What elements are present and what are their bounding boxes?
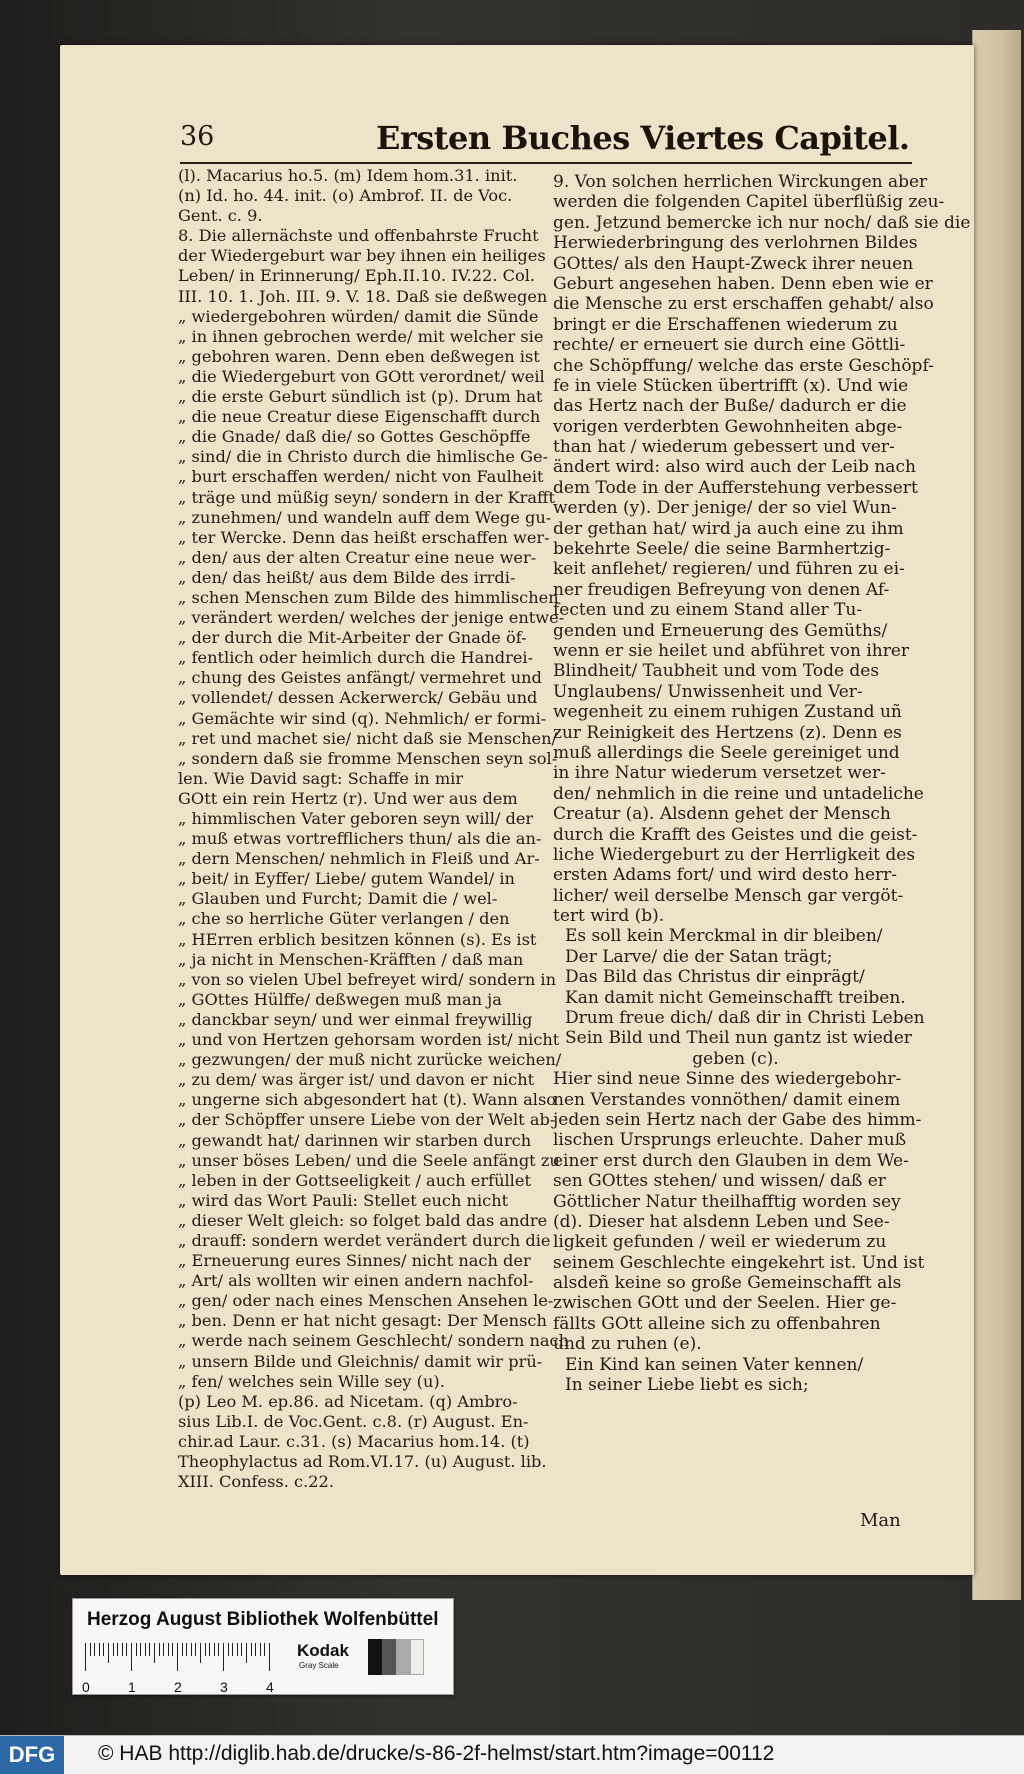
text-line: (p) Leo M. ep.86. ad Nicetam. (q) Ambro- [178,1391,518,1411]
text-line: Kan damit nicht Gemeinschafft treiben. [565,987,906,1008]
text-line: licher/ weil derselbe Mensch gar vergöt- [553,885,904,906]
text-line: wegenheit zu einem ruhigen Zustand uñ [553,702,902,723]
text-line: „ ter Wercke. Denn das heißt erschaffen wer- [178,527,550,547]
text-line: „ träge und müßig seyn/ sondern in der Krafft [178,487,555,507]
text-line: „ den/ das heißt/ aus dem Bilde des irrdi- [178,567,516,587]
text-line: Geburt angesehen haben. Denn eben wie er [553,273,933,294]
text-line: den/ nehmlich in die reine und untadeliche [553,783,924,804]
gray-scale-caption: Gray Scale [299,1661,339,1670]
page-header [180,115,920,165]
text-line: „ ja nicht in Menschen-Kräfften / daß man [178,949,524,969]
text-line: lischen Ursprungs erleuchte. Daher muß [553,1130,907,1151]
text-line: „ GOttes Hülffe/ deßwegen muß man ja [178,989,502,1009]
measure-ruler [82,1643,285,1695]
text-line: „ unsern Bilde und Gleichnis/ damit wir prü- [178,1351,543,1371]
ruler-tick [241,1643,242,1656]
text-line: dem Tode in der Aufferstehung verbessert [553,477,918,498]
text-line: geben (c). [692,1048,779,1069]
left-text-column [178,166,570,1492]
ruler-tick [126,1643,127,1656]
text-line: (n) Id. ho. 44. init. (o) Ambrof. II. de Voc. [178,186,513,206]
gray-swatch [396,1639,410,1675]
text-line: alsdeñ keine so große Gemeinschafft als [553,1273,902,1294]
text-line: rechte/ er erneuert sie durch eine Göttli- [553,335,906,356]
text-line: „ drauff: sondern werdet verändert durch die [178,1230,551,1250]
text-line: Gent. c. 9. [178,206,263,226]
text-line: fecten und zu einem Stand aller Tu- [553,600,863,621]
ruler-tick [264,1643,265,1656]
text-line: durch die Krafft des Geistes und die geist- [553,824,918,845]
ruler-tick [117,1643,118,1656]
text-line: „ ret und machet sie/ nicht daß sie Menschen/ [178,728,558,748]
ruler-tick [228,1643,229,1656]
ruler-tick [94,1643,95,1656]
text-line: Ein Kind kan seinen Vater kennen/ [565,1354,864,1375]
text-line: sius Lib.I. de Voc.Gent. c.8. (r) August. En- [178,1411,529,1431]
text-line: „ sondern daß sie fromme Menschen seyn sol- [178,748,558,768]
text-line: „ che so herrliche Güter verlangen / den [178,909,510,929]
text-line: che Schöpffung/ welche das erste Geschöpf- [553,355,934,376]
text-line: (d). Dieser hat alsdenn Leben und See- [553,1211,890,1232]
ruler-tick [214,1643,215,1656]
ruler-tick [177,1643,178,1671]
text-line: „ die Wiedergeburt von GOtt verordnet/ weil [178,366,545,386]
text-line: bekehrte Seele/ die seine Barmhertzig- [553,539,891,560]
ruler-number: 4 [266,1679,274,1695]
text-line: „ und von Hertzen gehorsam worden ist/ nicht [178,1030,560,1050]
text-line: genden und Erneuerung des Gemüths/ [553,620,888,641]
ruler-tick [269,1643,270,1671]
ruler-tick [159,1643,160,1656]
text-line: fe in viele Stücken übertrifft (x). Und wie [553,375,909,396]
text-line: „ fentlich oder heimlich durch die Handrei- [178,648,534,668]
text-line: „ der Schöpffer unsere Liebe von der Welt ab- [178,1110,556,1130]
text-line: seinem Geschlechte eingekehrt ist. Und ist [553,1252,925,1273]
text-line: Creatur (a). Alsdenn gehet der Mensch [553,804,891,825]
text-line: „ schen Menschen zum Bilde des himmlischen [178,587,559,607]
text-line: und zu ruhen (e). [553,1334,702,1355]
ruler-tick [145,1643,146,1656]
ruler-tick [195,1643,196,1656]
text-line: Es soll kein Merckmal in dir bleiben/ [565,926,883,947]
text-line: ersten Adams fort/ und wird desto herr- [553,865,898,886]
text-line: in ihre Natur wiederum versetzet wer- [553,763,886,784]
text-line: „ zu dem/ was ärger ist/ und davon er nicht [178,1070,535,1090]
text-line: III. 10. 1. Joh. III. 9. V. 18. Daß sie deßwegen [178,286,548,306]
gray-scale-swatches [368,1639,424,1675]
text-line: „ gewandt hat/ darinnen wir starben durch [178,1130,532,1150]
text-line: (l). Macarius ho.5. (m) Idem hom.31. init. [178,166,518,185]
ruler-number: 2 [174,1679,182,1695]
text-line: der Wiedergeburt war bey ihnen ein heiliges [178,246,546,266]
ruler-tick [99,1643,100,1656]
ruler-tick [172,1643,173,1656]
text-line: „ dieser Welt gleich: so folget bald das andre [178,1210,548,1230]
text-line: „ von so vielen Ubel befreyet wird/ sondern in [178,969,557,989]
text-line: „ werde nach seinem Geschlecht/ sondern nach [178,1331,570,1351]
text-line: nen Verstandes vonnöthen/ damit einem [553,1089,901,1110]
text-line: liche Wiedergeburt zu der Herrligkeit des [553,844,916,865]
text-line: vorigen verderbten Gewohnheiten abge- [553,416,903,437]
ruler-tick [200,1643,201,1663]
text-line: ner freudigen Befreyung von denen Af- [553,579,890,600]
footer-bar [0,1735,1024,1774]
text-line: einer erst durch den Glauben in dem We- [553,1150,909,1171]
text-line: werden (y). Der jenige/ der so viel Wun- [553,498,897,519]
text-line: GOttes/ als den Haupt-Zweck ihrer neuen [553,253,914,274]
text-line: Blindheit/ Taubheit und vom Tode des [553,661,880,682]
text-line: 9. Von solchen herrlichen Wirckungen aber [553,172,928,192]
text-line: „ den/ aus der alten Creatur eine neue wer- [178,547,537,567]
text-line: „ der durch die Mit-Arbeiter der Gnade öf- [178,628,527,648]
ruler-tick [223,1643,224,1671]
copyright-url[interactable]: © HAB http://diglib.hab.de/drucke/s-86-2f-helmst/start.htm?image=00112 [98,1742,775,1765]
ruler-tick [108,1643,109,1663]
catchword: Man [860,1510,901,1531]
kodak-logo: Kodak [297,1641,349,1660]
text-line: „ wiedergebohren würden/ damit die Sünde [178,306,539,326]
text-line: fällts GOtt alleine sich zu offenbahren [553,1313,881,1334]
text-line: chir.ad Laur. c.31. (s) Macarius hom.14. (t) [178,1431,530,1451]
text-line: „ danckbar seyn/ und wer einmal freywillig [178,1009,533,1029]
header-rule [180,162,912,164]
text-line: „ verändert werden/ welches der jenige entwe- [178,608,565,628]
ruler-tick [122,1643,123,1656]
text-line: Der Larve/ die der Satan trägt; [565,946,833,967]
ruler-tick [103,1643,104,1656]
ruler-tick [136,1643,137,1656]
text-line: „ wird das Wort Pauli: Stellet euch nicht [178,1190,509,1210]
ruler-tick [131,1643,132,1671]
text-line: „ chung des Geistes anfängt/ vermehret und [178,668,542,688]
next-page-edge [972,30,1021,1600]
text-line: bringt er die Erschaffenen wiederum zu [553,314,898,335]
ruler-tick [191,1643,192,1656]
text-line: „ Art/ als wollten wir einen andern nachfol- [178,1271,534,1291]
text-line: In seiner Liebe liebt es sich; [565,1375,809,1396]
text-line: werden die folgenden Capitel überflüßig zeu- [553,192,945,213]
text-line: „ Erneuerung eures Sinnes/ nicht nach der [178,1251,531,1271]
text-line: zwischen GOtt und der Seelen. Hier ge- [553,1293,897,1314]
ruler-tick [255,1643,256,1656]
ruler-tick [154,1643,155,1663]
ruler-tick [251,1643,252,1656]
text-line: „ vollendet/ dessen Ackerwerck/ Gebäu und [178,688,538,708]
text-line: Leben/ in Erinnerung/ Eph.II.10. IV.22. Col. [178,266,536,286]
text-line: „ gen/ oder nach eines Menschen Ansehen le- [178,1291,554,1311]
text-line: wenn er sie heilet und abführet von ihrer [553,640,910,661]
text-line: sen GOttes stehen/ und wissen/ daß er [553,1171,886,1192]
text-line: Herwiederbringung des verlohrnen Bildes [553,233,918,254]
text-line: keit anflehet/ regieren/ und führen zu ei- [553,559,905,580]
gray-swatch [382,1639,396,1675]
text-line: Das Bild das Christus dir einprägt/ [565,967,865,988]
library-label [72,1598,454,1695]
ruler-tick [90,1643,91,1656]
text-line: than hat / wiederum gebessert und ver- [553,437,895,458]
text-line: „ sind/ die in Christo durch die himlische Ge- [178,447,549,467]
text-line: „ ben. Denn er hat nicht gesagt: Der Mensch [178,1311,547,1331]
text-line: XIII. Confess. c.22. [178,1472,334,1492]
text-line: „ dern Menschen/ nehmlich in Fleiß und Ar- [178,849,540,869]
text-line: muß allerdings die Seele gereiniget und [553,742,900,763]
text-line: der gethan hat/ wird ja auch eine zu ihm [553,518,904,539]
text-line: „ zunehmen/ und wandeln auff dem Wege gu- [178,507,552,527]
text-line: „ gezwungen/ der muß nicht zurücke weichen/ [178,1050,562,1070]
text-line: „ leben in der Gottseeligkeit / auch erfüllet [178,1170,531,1190]
text-line: „ muß etwas vortrefflichers thun/ als die an- [178,829,542,849]
ruler-tick [209,1643,210,1656]
ruler-tick [140,1643,141,1656]
text-line: „ gebohren waren. Denn eben deßwegen ist [178,346,540,366]
ruler-number: 3 [220,1679,228,1695]
ruler-tick [260,1643,261,1656]
institution-name: Herzog August Bibliothek Wolfenbüttel [87,1609,439,1630]
text-line: 8. Die allernächste und offenbahrste Frucht [178,226,539,246]
ruler-tick [168,1643,169,1656]
ruler-tick [246,1643,247,1663]
ruler-tick [182,1643,183,1656]
text-line: ligkeit gefunden / weil er wiederum zu [553,1232,887,1253]
text-line: Hier sind neue Sinne des wiedergebohr- [553,1069,902,1090]
dfg-logo: DFG [0,1736,64,1774]
text-line: Drum freue dich/ daß dir in Christi Leben [565,1008,925,1029]
text-line: gen. Jetzund bemercke ich nur noch/ daß sie die [553,212,971,233]
text-line: GOtt ein rein Hertz (r). Und wer aus dem [178,788,518,808]
gray-swatch [410,1639,424,1675]
text-line: Unglaubens/ Unwissenheit und Ver- [553,681,863,702]
text-line: „ beit/ in Eyffer/ Liebe/ gutem Wandel/ in [178,869,515,889]
text-line: „ die neue Creatur diese Eigenschafft durch [178,407,541,427]
ruler-number: 1 [128,1679,136,1695]
text-line: „ in ihnen gebrochen werde/ mit welcher sie [178,326,544,346]
ruler-tick [113,1643,114,1656]
text-line: Sein Bild und Theil nun gantz ist wieder [565,1028,912,1049]
text-line: tert wird (b). [553,906,665,927]
text-line: „ die erste Geburt sündlich ist (p). Drum hat [178,387,543,407]
text-line: das Hertz nach der Buße/ dadurch er die [553,396,907,417]
ruler-tick [218,1643,219,1656]
ruler-tick [85,1643,86,1671]
text-line: jeden sein Hertz nach der Gabe des himm- [553,1109,922,1130]
text-line: „ die Gnade/ daß die/ so Gottes Geschöpffe [178,427,531,447]
text-line: Göttlicher Natur theilhafftig worden sey [553,1191,901,1212]
text-line: „ unser böses Leben/ und die Seele anfängt zu [178,1150,560,1170]
ruler-tick [149,1643,150,1656]
ruler-tick [205,1643,206,1656]
ruler-tick [232,1643,233,1656]
text-line: „ himmlischen Vater geboren seyn will/ der [178,809,534,828]
right-text-column [553,172,971,1396]
text-line: ändert wird: also wird auch der Leib nach [553,457,916,478]
text-line: „ fen/ welches sein Wille sey (u). [178,1371,445,1391]
text-line: Theophylactus ad Rom.VI.17. (u) August. lib. [178,1452,547,1471]
text-line: „ Gemächte wir sind (q). Nehmlich/ er formi- [178,708,547,728]
ruler-tick [186,1643,187,1656]
text-line: „ ungerne sich abgesondert hat (t). Wann also [178,1090,557,1110]
ruler-tick [237,1643,238,1656]
ruler-tick [163,1643,164,1656]
text-line: „ HErren erblich besitzen können (s). Es ist [178,929,537,949]
ruler-number: 0 [82,1679,90,1695]
text-line: zur Reinigkeit des Hertzens (z). Denn es [553,722,902,743]
gray-swatch [368,1639,382,1675]
running-title: Ersten Buches Viertes Capitel. [376,119,910,157]
text-line: „ burt erschaffen werden/ nicht von Faulheit [178,467,544,487]
page-number: 36 [180,121,215,152]
text-line: die Mensche zu erst erschaffen gehabt/ also [553,294,934,315]
text-line: „ Glauben und Furcht; Damit die / wel- [178,889,498,909]
text-line: len. Wie David sagt: Schaffe in mir [178,768,464,788]
